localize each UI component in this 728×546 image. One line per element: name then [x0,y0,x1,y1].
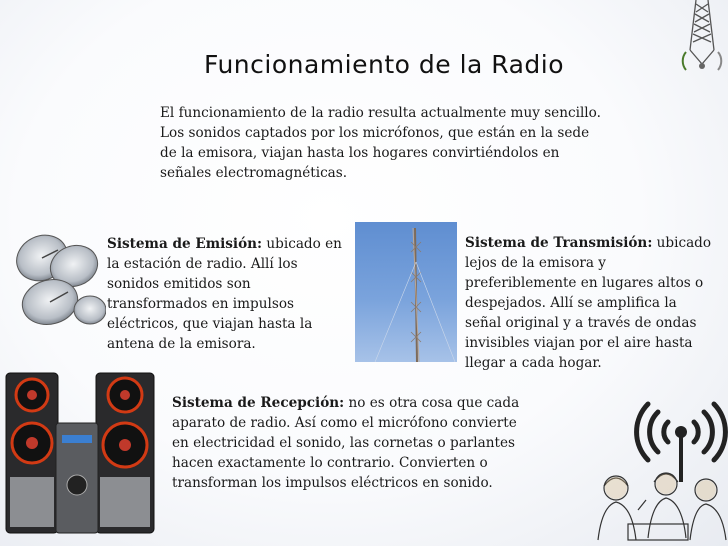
satellite-dishes-icon [10,226,106,330]
emision-heading: Sistema de Emisión: [107,236,263,252]
recepcion-text: no es otra cosa que cada aparato de radio. Así como el micrófono convierte en electricidad el sonido, las cornetas o parlantes hacen exactamente lo contrario. Convierten o transforman los impulsos eléctricos en sonido. [172,395,520,491]
radio-studio-drawing-icon [588,460,728,546]
recepcion-section [172,393,532,493]
antenna-mast-icon [355,222,457,362]
page-title: Funcionamiento de la Radio [203,50,565,79]
intro-paragraph: El funcionamiento de la radio resulta actualmente muy sencillo. Los sonidos captados por los micrófonos, que están en la sede de la emisora, viajan hasta los hogares convirtiéndolos en señales electromagnéticas. [160,105,601,181]
transmision-text: ubicado lejos de la emisora y preferiblemente en lugares altos o despejados. Allí se amplifica la señal original y a través de ondas invisibles viajan por el aire hasta llegar a cada hogar. [465,235,712,371]
emision-text: ubicado en la estación de radio. Allí los sonidos emitidos son transformados en impulsos eléctricos, que viajan hasta la antena de la emisora. [107,236,342,352]
emision-section [107,234,347,354]
recepcion-heading: Sistema de Recepción: [172,395,345,411]
speaker-system-icon [0,365,160,546]
transmision-heading: Sistema de Transmisión: [465,235,653,251]
transmision-section [465,233,715,373]
